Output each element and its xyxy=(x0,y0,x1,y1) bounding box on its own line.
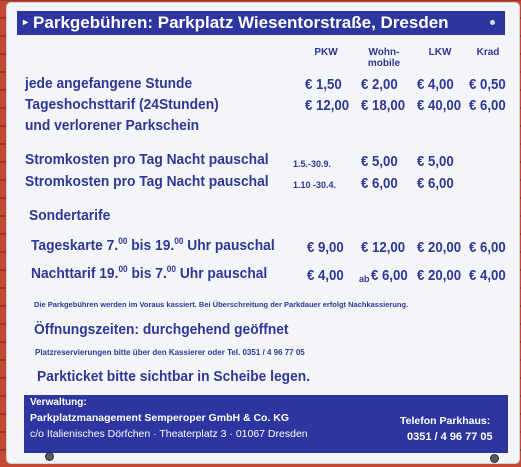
triangle-icon: ▸ xyxy=(23,17,29,28)
nachttarif-label xyxy=(31,265,267,282)
nachttarif-sup2: 00 xyxy=(166,264,177,274)
nachttarif-mid: bis 7. xyxy=(127,265,167,282)
prepaid-note: Die Parkgebühren werden im Voraus kassiert. Bei Überschreitung der Parkdauer erfolgt Nachkassierung. xyxy=(34,300,409,309)
row-label-lost-ticket: und verlorener Parkschein xyxy=(25,117,200,134)
nachttarif-pre: Nachttarif 19. xyxy=(31,265,119,282)
col-header-pkw: PKW xyxy=(314,47,338,58)
sign-title: Parkgebühren: Parkplatz Wiesentorstraße, Dresden xyxy=(33,13,449,32)
nachttarif-price-lkw: € 20,00 xyxy=(417,267,462,284)
col-header-krad: Krad xyxy=(476,47,500,58)
footer-verwaltung: Verwaltung: xyxy=(30,397,87,408)
tageskarte-mid: bis 19. xyxy=(127,237,175,254)
screw-icon xyxy=(490,454,499,463)
nachttarif-sup1: 00 xyxy=(118,264,128,274)
strom-summer-label: Stromkosten pro Tag Nacht pauschal xyxy=(25,151,269,168)
nachttarif-price-pkw: € 4,00 xyxy=(307,267,344,284)
tageskarte-pre: Tageskarte 7. xyxy=(31,237,119,254)
strom-winter-season: 1.10 -30.4. xyxy=(293,180,337,190)
footer-phone: 0351 / 4 96 77 05 xyxy=(407,431,493,443)
price-pkw-daily: € 12,00 xyxy=(305,97,350,114)
price-wohnmobile-daily: € 18,00 xyxy=(361,97,406,114)
tageskarte-price-wohnmobile: € 12,00 xyxy=(361,239,406,256)
strom-summer-price-wohnmobile: € 5,00 xyxy=(361,153,398,170)
col-header-lkw: LKW xyxy=(428,47,452,58)
price-wohnmobile-hourly: € 2,00 xyxy=(361,76,398,93)
footer-company: Parkplatzmanagement Semperoper GmbH & Co. KG xyxy=(30,412,290,424)
nachttarif-post: Uhr pauschal xyxy=(176,265,268,282)
screw-icon xyxy=(490,20,495,25)
screw-icon xyxy=(45,452,54,461)
strom-winter-price-wohnmobile: € 6,00 xyxy=(361,175,398,192)
tageskarte-price-pkw: € 9,00 xyxy=(307,239,344,256)
sondertarife-heading: Sondertarife xyxy=(29,207,111,224)
management-footer xyxy=(24,395,508,453)
strom-summer-season: 1.5.-30.9. xyxy=(293,159,332,169)
tageskarte-sup2: 00 xyxy=(174,236,184,246)
opening-hours: Öffnungszeiten: durchgehend geöffnet xyxy=(34,321,289,338)
tageskarte-label xyxy=(31,237,275,254)
price-lkw-hourly: € 4,00 xyxy=(417,76,454,93)
price-krad-daily: € 6,00 xyxy=(469,97,506,114)
tageskarte-sup1: 00 xyxy=(118,236,128,246)
row-label-daily-max: Tageshochsttarif (24Stunden) xyxy=(25,96,219,113)
footer-phone-label: Telefon Parkhaus: xyxy=(400,415,491,427)
tageskarte-post: Uhr pauschal xyxy=(183,237,275,254)
footer-address: c/o Italienisches Dörfchen · Theaterplatz 3 · 01067 Dresden xyxy=(30,428,308,440)
sign-title-bar xyxy=(17,11,505,35)
parking-fee-sign xyxy=(7,3,519,463)
price-pkw-hourly: € 1,50 xyxy=(305,76,342,93)
reservation-note: Platzreservierungen bitte über den Kassierer oder Tel. 0351 / 4 96 77 05 xyxy=(35,348,305,357)
nachttarif-price-krad: € 4,00 xyxy=(469,267,506,284)
row-label-hourly: jede angefangene Stunde xyxy=(25,75,193,92)
nachttarif-ab: ab xyxy=(359,274,370,284)
ticket-note: Parkticket bitte sichtbar in Scheibe legen. xyxy=(37,368,311,385)
tageskarte-price-krad: € 6,00 xyxy=(469,239,506,256)
price-krad-hourly: € 0,50 xyxy=(469,76,506,93)
tageskarte-price-lkw: € 20,00 xyxy=(417,239,462,256)
col-header-wohnmobile: Wohn- mobile xyxy=(367,47,401,69)
price-lkw-daily: € 40,00 xyxy=(417,97,462,114)
strom-winter-label: Stromkosten pro Tag Nacht pauschal xyxy=(25,173,269,190)
strom-winter-price-lkw: € 6,00 xyxy=(417,175,454,192)
strom-summer-price-lkw: € 5,00 xyxy=(417,153,454,170)
nachttarif-price-wohnmobile: € 6,00 xyxy=(371,267,408,284)
